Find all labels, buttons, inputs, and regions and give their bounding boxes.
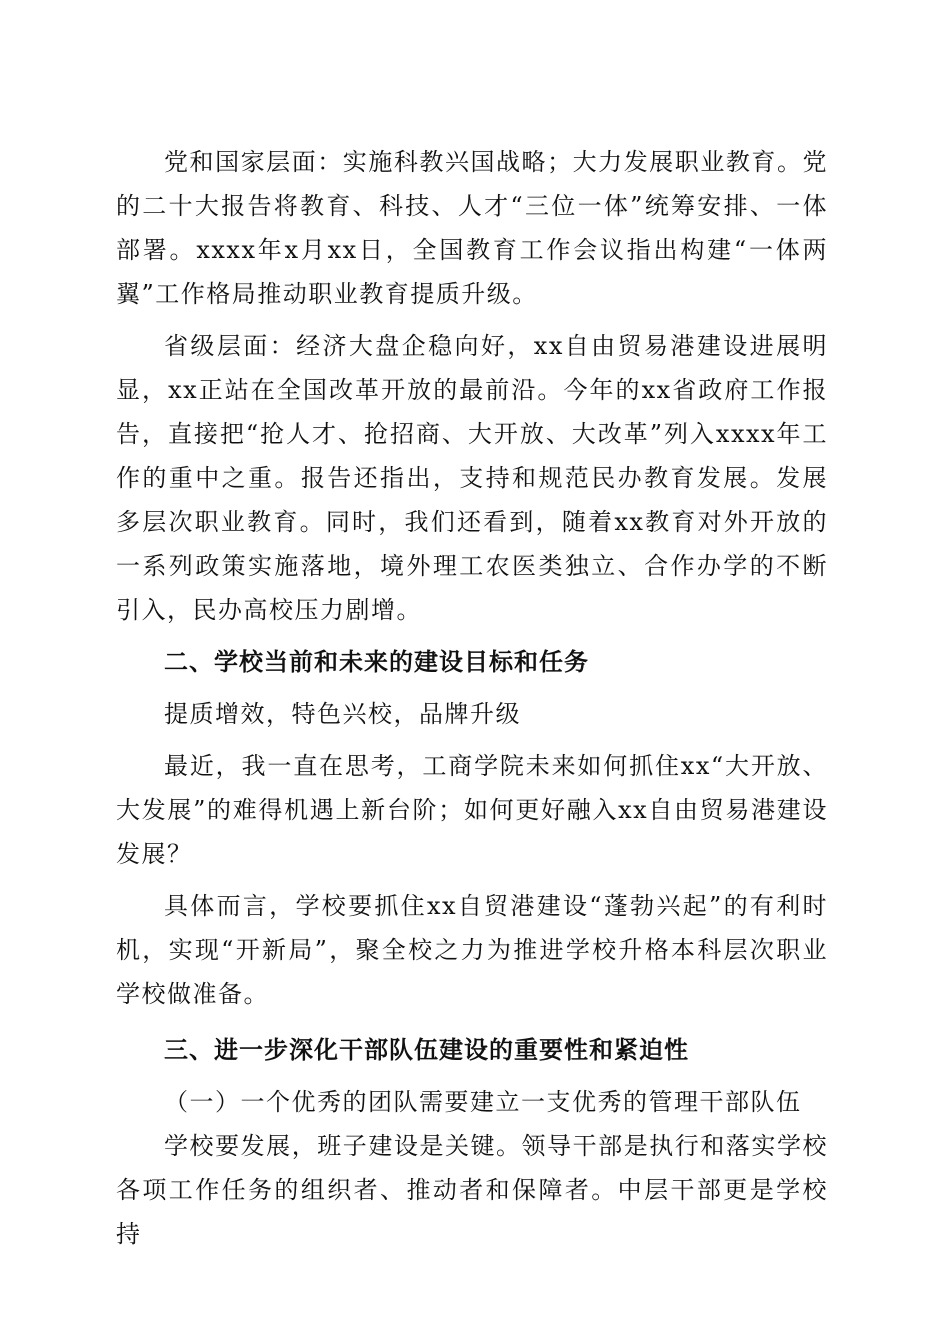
paragraph-specific-plan: 具体而言，学校要抓住xx自贸港建设“蓬勃兴起”的有利时机，实现“开新局”，聚全校之力为推进学校升格本科层次职业学校做准备。 [116,892,828,1008]
section-heading-two: 二、学校当前和未来的建设目标和任务 [164,648,589,676]
paragraph-goal-slogan: 提质增效，特色兴校，品牌升级 [164,700,521,728]
section-heading-three: 三、进一步深化干部队伍建设的重要性和紧迫性 [164,1036,689,1064]
paragraph-recent-thinking: 最近，我一直在思考，工商学院未来如何抓住xx“大开放、大发展”的难得机遇上新台阶；如何更好融入xx自由贸易港建设发展？ [116,752,828,868]
paragraph-team-building: 学校要发展，班子建设是关键。领导干部是执行和落实学校各项工作任务的组织者、推动者和保障者。中层干部更是学校持 [116,1132,828,1248]
paragraph-provincial-level: 省级层面：经济大盘企稳向好，xx自由贸易港建设进展明显，xx正站在全国改革开放的最前沿。今年的xx省政府工作报告，直接把“抢人才、抢招商、大开放、大改革”列入xxxx年工作的重中之重。报告还指出，支持和规范民办教育发展。发展多层次职业教育。同时，我们还看到，随着xx教育对外开放的一系列政策实施落地，境外理工农医类独立、合作办学的不断引入，民办高校压力剧增。 [116,332,828,624]
paragraph-national-level: 党和国家层面：实施科教兴国战略；大力发展职业教育。党的二十大报告将教育、科技、人才“三位一体”统筹安排、一体部署。xxxx年x月xx日，全国教育工作会议指出构建“一体两翼”工作格局推动职业教育提质升级。 [116,148,828,308]
subsection-heading-one: （一）一个优秀的团队需要建立一支优秀的管理干部队伍 [164,1088,802,1116]
document-body [116,140,828,1256]
